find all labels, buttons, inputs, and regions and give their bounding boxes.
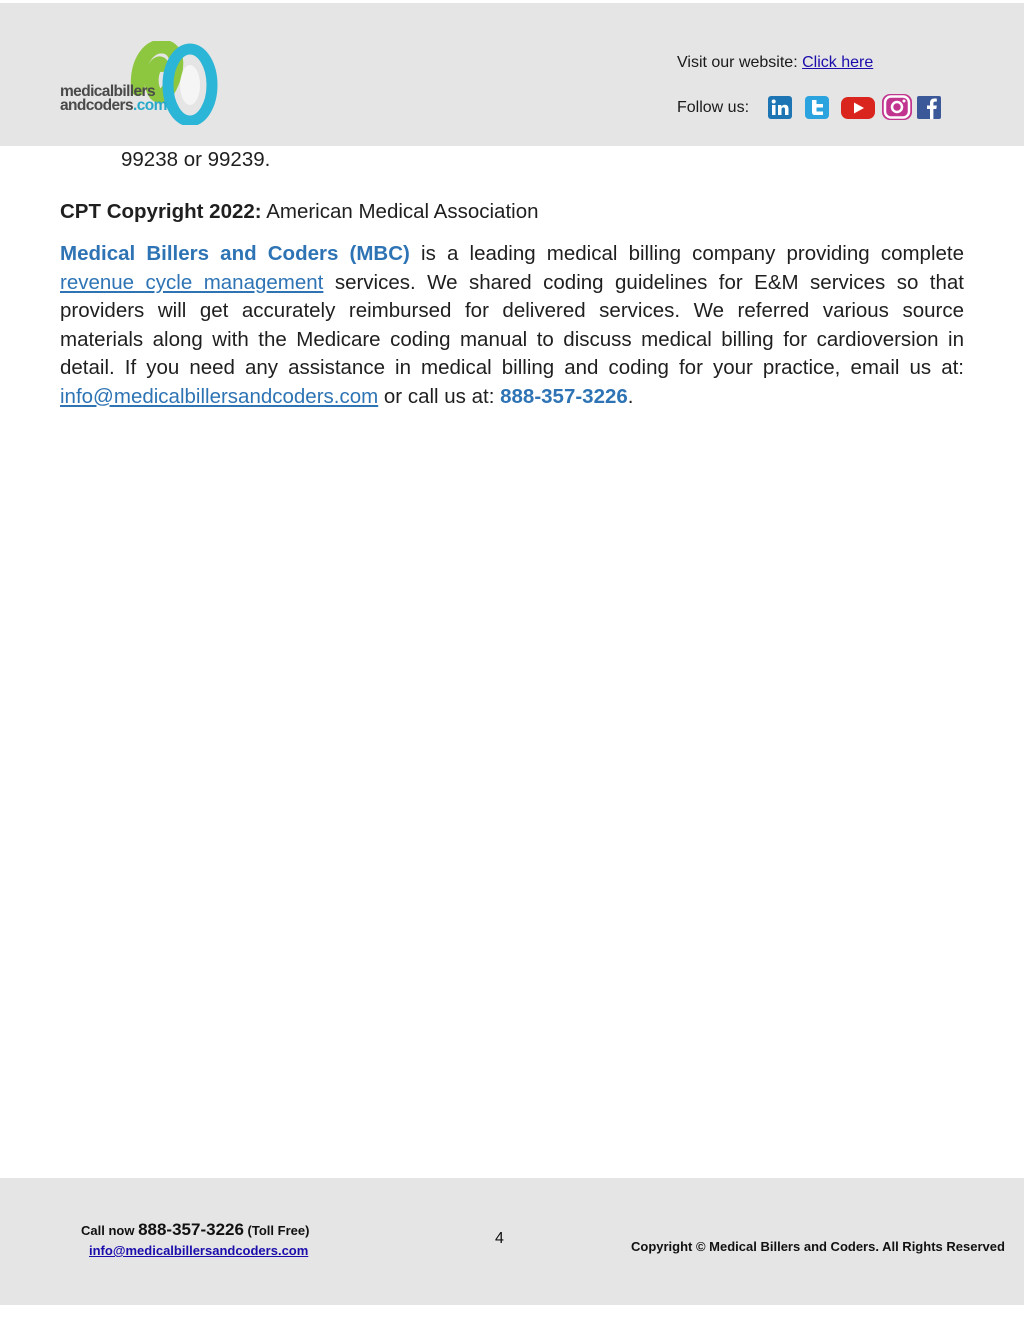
phone-number: 888-357-3226 (500, 384, 628, 408)
page-footer (0, 1178, 1024, 1305)
click-here-link[interactable]: Click here (802, 54, 874, 71)
youtube-icon[interactable] (840, 95, 876, 120)
footer-email (89, 1243, 308, 1258)
page-header (0, 3, 1024, 146)
continued-line: 99238 or 99239. (121, 148, 271, 171)
copyright-text: Copyright © Medical Billers and Coders. All Rights Reserved (631, 1239, 1005, 1254)
cpt-label: CPT Copyright 2022: (60, 200, 262, 223)
cpt-copyright (60, 198, 539, 226)
logo-text (60, 85, 167, 113)
rcm-link[interactable]: revenue cycle management (60, 270, 324, 294)
call-now (81, 1220, 309, 1240)
visit-website (677, 54, 873, 72)
instagram-icon[interactable] (881, 93, 913, 121)
linkedin-icon[interactable] (767, 95, 793, 120)
footer-email-link[interactable]: info@medicalbillersandcoders.com (89, 1243, 309, 1258)
twitter-icon[interactable] (804, 95, 830, 120)
para-text-4: . (627, 384, 634, 408)
call-now-label: Call now (81, 1223, 139, 1238)
mbc-paragraph (60, 240, 964, 411)
facebook-icon[interactable] (916, 95, 942, 120)
para-text-1: is a leading medical billing company providing complete (409, 242, 964, 265)
page-number: 4 (495, 1230, 504, 1247)
mbc-name: Medical Billers and Coders (MBC) (60, 242, 410, 265)
cpt-value: American Medical Association (261, 200, 539, 223)
para-text-3: or call us at: (378, 384, 501, 408)
logo-line2-com: .com (133, 97, 167, 114)
visit-label: Visit our website: (677, 54, 803, 71)
footer-phone: 888-357-3226 (138, 1220, 244, 1239)
para-text-2: services. We shared coding guidelines for E&M services so that providers will get accurately reimbursed for delivered services. We referred various source materials along with the Medicare coding manual to discuss medical billing for cardioversion in detail. If you need any assistance in medical billing and coding for your practice, email us at: (60, 270, 965, 379)
company-logo[interactable] (58, 41, 218, 125)
logo-line1: medicalbillers (60, 83, 155, 100)
toll-free-label: (Toll Free) (243, 1223, 310, 1238)
follow-label: Follow us: (677, 99, 750, 116)
email-link[interactable]: info@medicalbillersandcoders.com (60, 384, 379, 408)
logo-line2: andcoders (60, 97, 133, 114)
